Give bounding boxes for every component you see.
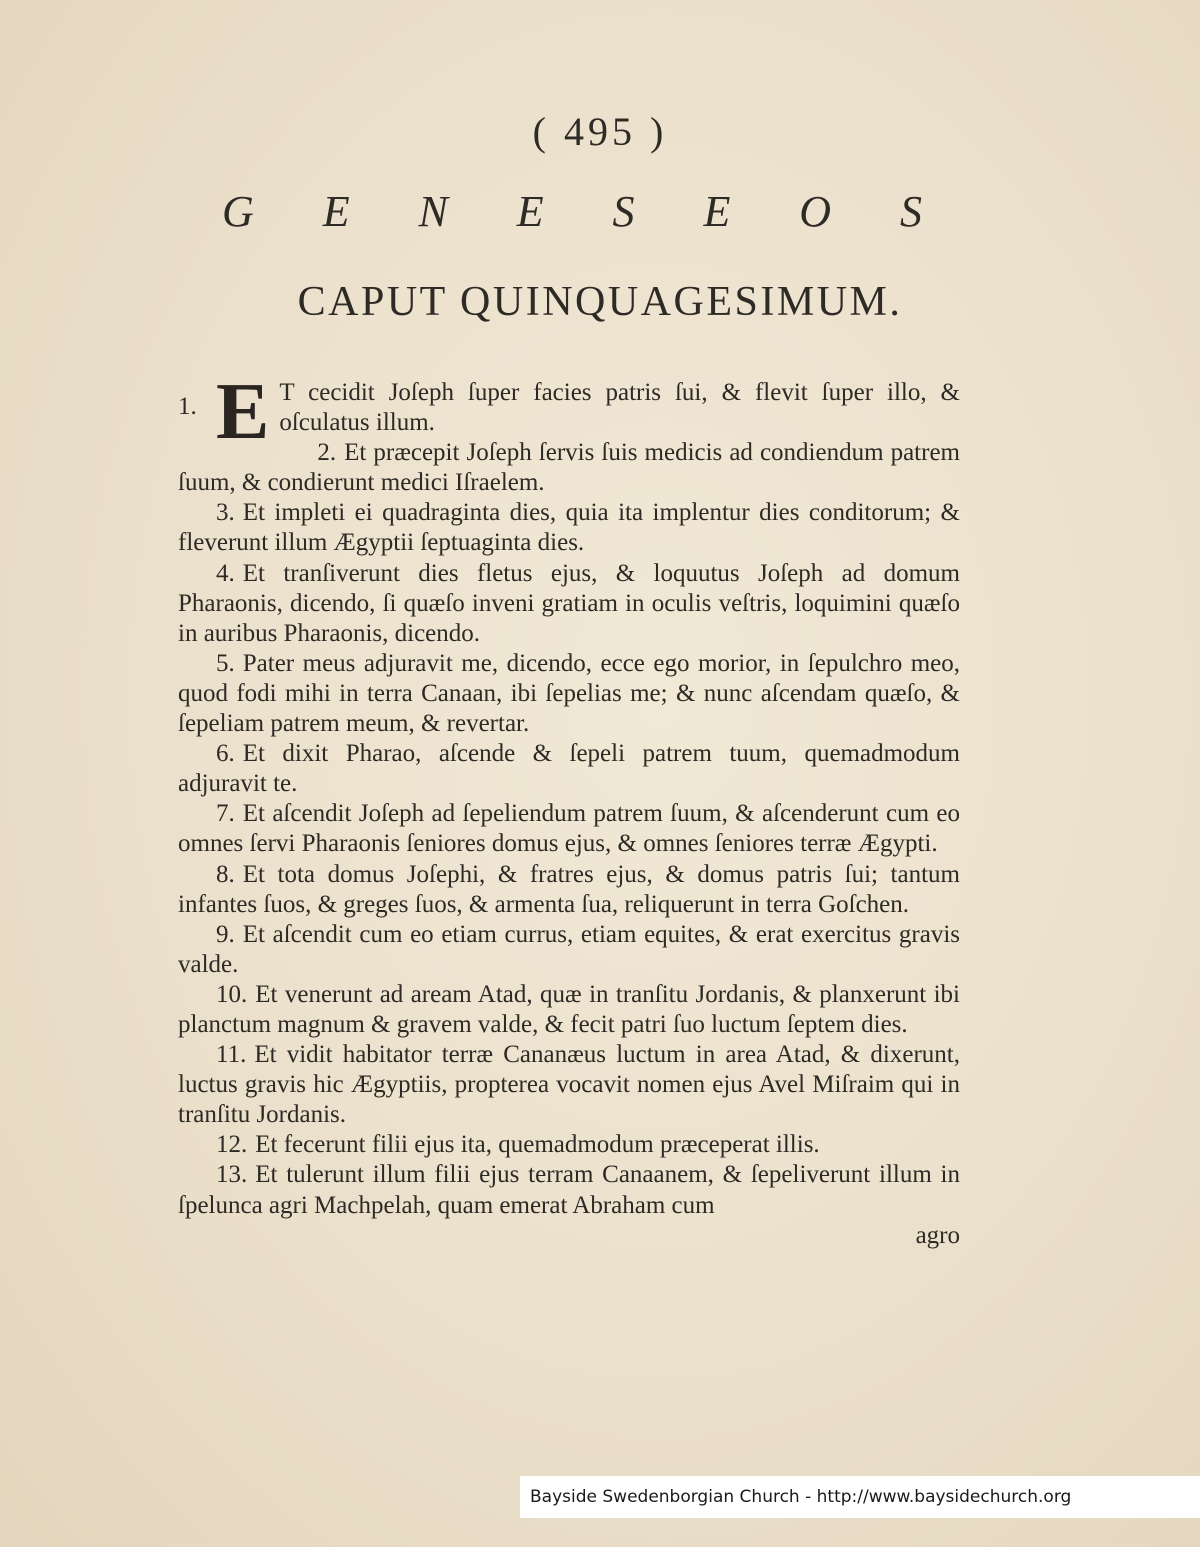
chapter-title: CAPUT QUINQUAGESIMUM. — [297, 279, 903, 325]
verse-2 — [178, 438, 960, 498]
verse-text: Et tranſiverunt dies fletus ejus, & loquutus Joſeph ad domum Pharaonis, dicendo, ſi quæſo inveni gratiam in oculis veſtris, loquimini quæſo in auribus Pharaonis, dicendo. — [178, 559, 960, 647]
verse-13 — [178, 1160, 960, 1220]
verse-text: Et impleti ei quadraginta dies, quia ita implentur dies conditorum; & fleverunt illum Ægyptii ſeptuaginta dies. — [178, 499, 960, 557]
verse-number: 10. — [216, 980, 248, 1008]
verse-text: Et tulerunt illum filii ejus terram Canaanem, & ſepeliverunt illum in ſpelunca agri Machpelah, quam emerat Abraham cum — [178, 1161, 960, 1219]
verse-text: Et vidit habitator terræ Cananæus luctum in area Atad, & dixerunt, luctus gravis hic Ægyptiis, propterea vocavit nomen ejus Avel Miſraim qui in tranſitu Jordanis. — [178, 1041, 960, 1129]
verse-text: Pater meus adjuravit me, dicendo, ecce ego morior, in ſepulchro meo, quod fodi mihi in terra Canaan, ibi ſepelias me; & nunc aſcendam quæſo, & ſepeliam patrem meum, & revertar. — [178, 649, 960, 738]
book-title-letter: E — [516, 187, 544, 236]
book-title-letter: E — [322, 187, 350, 236]
verse-4 — [178, 559, 960, 649]
footer-credit-banner: Bayside Swedenborgian Church - http://www.baysidechurch.org — [520, 1476, 1200, 1518]
verse-number: 9. — [216, 920, 235, 948]
verse-number: 4. — [216, 559, 235, 587]
verse-11 — [178, 1040, 960, 1130]
verse-6 — [178, 739, 960, 799]
verse-8 — [178, 860, 960, 920]
verse-number: 12. — [216, 1131, 248, 1159]
verse-9 — [178, 920, 960, 980]
verse-text: T cecidit Joſeph ſuper facies patris ſui, & flevit ſuper illo, & oſculatus illum. — [279, 379, 960, 437]
verse-list — [178, 368, 960, 1251]
verse-text: Et præcepit Joſeph ſervis ſuis medicis ad condiendum patrem ſuum, & condierunt medici Iſraelem. — [178, 439, 960, 497]
book-title-letter: N — [418, 187, 448, 236]
verse-number: 11. — [216, 1041, 247, 1069]
verse-12 — [178, 1130, 960, 1160]
verse-number: 8. — [216, 860, 235, 888]
verse-text: Et tota domus Joſephi, & fratres ejus, & domus patris ſui; tantum infantes ſuos, & greges ſuos, & armenta ſua, reliquerunt in terra Goſchen. — [178, 860, 960, 918]
book-title-letter: E — [703, 187, 731, 236]
verse-5 — [178, 649, 960, 739]
verse-number: 13. — [216, 1161, 248, 1189]
verse-number: 6. — [216, 740, 235, 768]
page-number: ( 495 ) — [532, 109, 668, 154]
book-title-letter: S — [899, 187, 922, 236]
book-title-letter: S — [612, 187, 635, 236]
book-title — [222, 186, 922, 237]
verse-10 — [178, 980, 960, 1040]
verse-number: 7. — [216, 800, 235, 828]
drop-cap-letter: E — [216, 368, 270, 456]
verse-number: 5. — [216, 649, 235, 677]
verse-number: 1. — [178, 393, 197, 420]
verse-3 — [178, 498, 960, 558]
catchword: agro — [915, 1221, 960, 1249]
verse-text: Et aſcendit cum eo etiam currus, etiam equites, & erat exercitus gravis valde. — [178, 920, 960, 978]
verse-text: Et fecerunt filii ejus ita, quemadmodum præceperat illis. — [255, 1131, 820, 1159]
verse-text: Et venerunt ad aream Atad, quæ in tranſitu Jordanis, & planxerunt ibi planctum magnum & gravem valde, & fecit patri ſuo luctum ſeptem dies. — [178, 980, 960, 1038]
verse-text: Et dixit Pharao, aſcende & ſepeli patrem tuum, quemadmodum adjuravit te. — [178, 740, 960, 798]
verse-1 — [178, 368, 960, 456]
verse-number: 3. — [216, 499, 235, 527]
book-title-letter: O — [799, 187, 832, 236]
verse-number: 2. — [317, 439, 337, 467]
verse-text: Et aſcendit Joſeph ad ſepeliendum patrem ſuum, & aſcenderunt cum eo omnes ſervi Pharaonis ſeniores domus ejus, & omnes ſeniores terræ Ægypti. — [178, 800, 960, 858]
book-title-letter: G — [222, 187, 254, 236]
verse-7 — [178, 799, 960, 859]
